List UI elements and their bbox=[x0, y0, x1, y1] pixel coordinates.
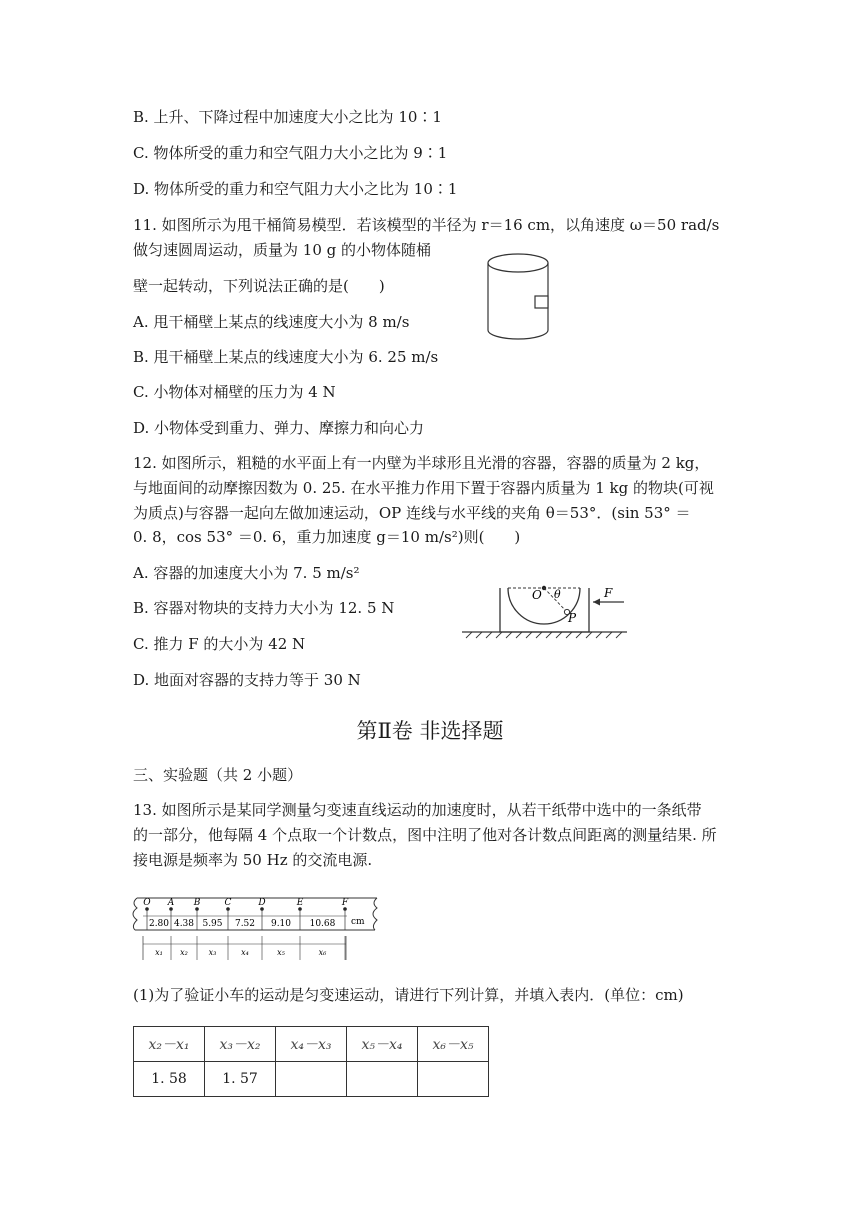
table-cell[interactable]: 1. 58 bbox=[134, 1062, 205, 1097]
q12-option-a: A. 容器的加速度大小为 7. 5 m/s² bbox=[133, 564, 360, 582]
part-two-title: 第Ⅱ卷 非选择题 bbox=[356, 719, 504, 743]
tape-distance-label: 9.10 bbox=[270, 919, 292, 929]
tape-point-label: O bbox=[143, 898, 151, 908]
q13-sub-question-1: (1)为了验证小车的运动是匀变速运动，请进行下列计算，并填入表内．(单位：cm) bbox=[133, 986, 684, 1004]
q12-stem-line2: 与地面间的动摩擦因数为 0. 25. 在水平推力作用下置于容器内质量为 1 kg 的物块(可视 bbox=[133, 479, 714, 497]
segment-x-label: x₃ bbox=[208, 948, 217, 957]
point-p-label: P bbox=[568, 611, 577, 625]
q12-option-b: B. 容器对物块的支持力大小为 12. 5 N bbox=[133, 599, 395, 617]
difference-table bbox=[133, 1026, 489, 1097]
q13-stem-line2: 的一部分，他每隔 4 个点取一个计数点，图中注明了他对各计数点间距离的测量结果. 所 bbox=[133, 826, 717, 844]
section-three-heading: 三、实验题（共 2 小题） bbox=[133, 766, 303, 784]
tape-distance-label: 5.95 bbox=[202, 919, 223, 929]
segment-x-label: x₄ bbox=[241, 948, 249, 957]
segment-x-label: x₅ bbox=[277, 948, 285, 957]
q12-stem-line3: 为质点)与容器一起向左做加速运动，OP 连线与水平线的夹角 θ＝53°．(sin 53° ＝ bbox=[133, 504, 691, 522]
q11-stem-line2: 做匀速圆周运动，质量为 10 g 的小物体随桶 bbox=[133, 241, 431, 259]
q11-stem-line1: 11. 如图所示为甩干桶简易模型．若该模型的半径为 r＝16 cm，以角速度 ω＝50 rad/s bbox=[133, 216, 720, 234]
paper-tape-figure bbox=[125, 892, 390, 964]
table-row bbox=[134, 1062, 489, 1097]
segment-x-label: x₁ bbox=[155, 948, 163, 957]
q13-stem-line1: 13. 如图所示是某同学测量匀变速直线运动的加速度时，从若干纸带中选中的一条纸带 bbox=[133, 801, 702, 819]
segment-x-label: x₂ bbox=[180, 948, 188, 957]
table-cell[interactable]: 1. 57 bbox=[205, 1062, 276, 1097]
table-header-row bbox=[134, 1027, 489, 1062]
tape-distance-label: 2.80 bbox=[148, 919, 170, 929]
hemisphere-container-figure bbox=[462, 582, 630, 642]
q11-option-b: B. 甩干桶壁上某点的线速度大小为 6. 25 m/s bbox=[133, 348, 439, 366]
table-header-cell: x₄－x₃ bbox=[276, 1027, 347, 1062]
q11-option-d: D. 小物体受到重力、弹力、摩擦力和向心力 bbox=[133, 419, 425, 437]
q12-stem-line4: 0. 8，cos 53° ＝0. 6，重力加速度 g＝10 m/s²)则( ) bbox=[133, 528, 521, 546]
q10-option-b: B. 上升、下降过程中加速度大小之比为 10∶1 bbox=[133, 108, 442, 126]
spin-dryer-cylinder-figure bbox=[480, 248, 560, 348]
tape-point-label: D bbox=[258, 898, 266, 908]
table-header-cell: x₂－x₁ bbox=[134, 1027, 205, 1062]
tape-distance-label: 4.38 bbox=[173, 919, 195, 929]
table-header-cell: x₃－x₂ bbox=[205, 1027, 276, 1062]
force-f-label: F bbox=[604, 586, 613, 600]
table-cell[interactable] bbox=[418, 1062, 489, 1097]
tape-distance-label: 7.52 bbox=[234, 919, 256, 929]
tape-point-label: F bbox=[341, 898, 349, 908]
tape-unit-label: cm bbox=[351, 917, 365, 927]
table-header-cell: x₅－x₄ bbox=[347, 1027, 418, 1062]
tape-point-label: C bbox=[224, 898, 232, 908]
q11-stem-line3: 壁一起转动，下列说法正确的是( ) bbox=[133, 277, 385, 295]
tape-distance-label: 10.68 bbox=[309, 919, 336, 929]
q10-option-c: C. 物体所受的重力和空气阻力大小之比为 9∶1 bbox=[133, 144, 448, 162]
tape-point-label: B bbox=[193, 898, 201, 908]
table-header-cell: x₆－x₅ bbox=[418, 1027, 489, 1062]
tape-point-label: A bbox=[167, 898, 175, 908]
table-cell[interactable] bbox=[347, 1062, 418, 1097]
theta-label: θ bbox=[554, 588, 561, 601]
q11-option-c: C. 小物体对桶壁的压力为 4 N bbox=[133, 383, 336, 401]
segment-x-label: x₆ bbox=[318, 948, 327, 957]
q12-option-d: D. 地面对容器的支持力等于 30 N bbox=[133, 671, 361, 689]
q12-stem-line1: 12. 如图所示，粗糙的水平面上有一内壁为半球形且光滑的容器，容器的质量为 2 kg， bbox=[133, 454, 710, 472]
table-cell[interactable] bbox=[276, 1062, 347, 1097]
q10-option-d: D. 物体所受的重力和空气阻力大小之比为 10∶1 bbox=[133, 180, 458, 198]
tape-point-label: E bbox=[296, 898, 304, 908]
q12-option-c: C. 推力 F 的大小为 42 N bbox=[133, 635, 306, 653]
q13-stem-line3: 接电源是频率为 50 Hz 的交流电源. bbox=[133, 851, 373, 869]
point-o-label: O bbox=[532, 588, 542, 602]
q11-option-a: A. 甩干桶壁上某点的线速度大小为 8 m/s bbox=[133, 313, 410, 331]
